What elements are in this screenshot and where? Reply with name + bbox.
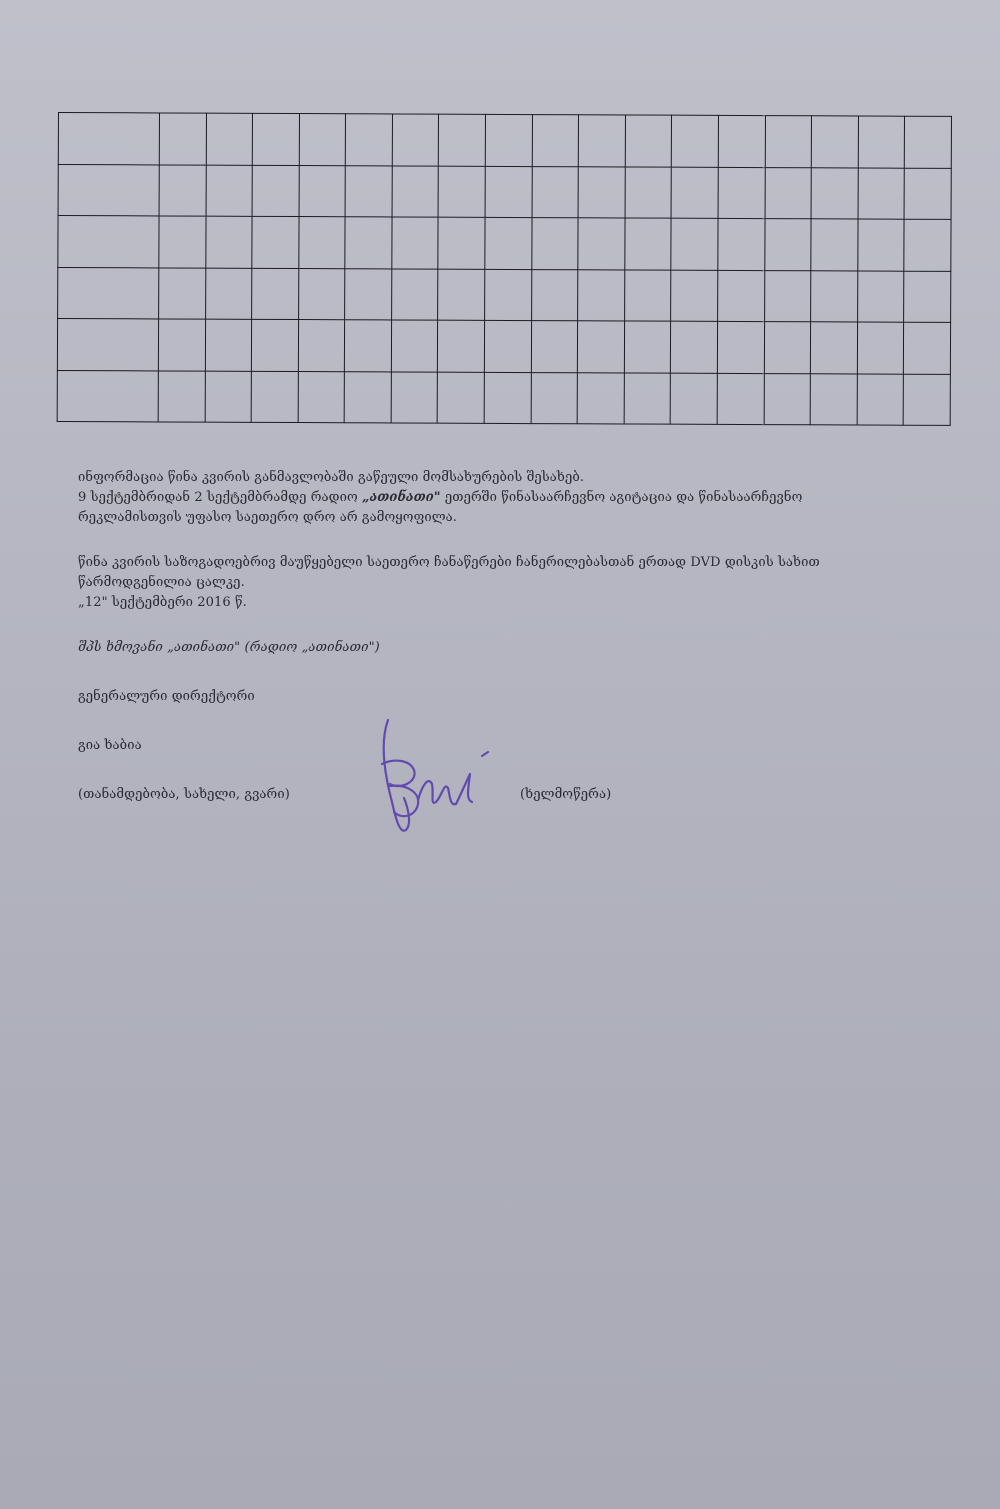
grid-cell: [858, 167, 905, 219]
grid-cell: [578, 115, 625, 167]
grid-cell: [205, 216, 252, 268]
grid-cell: [159, 216, 206, 268]
grid-cell: [57, 370, 158, 422]
grid-cell: [531, 269, 578, 321]
grid-cell: [298, 320, 345, 372]
info-line-2: [78, 488, 878, 508]
grid-cell: [299, 114, 346, 166]
grid-cell: [764, 270, 811, 322]
grid-cell: [857, 219, 904, 271]
grid-cell: [57, 319, 158, 371]
grid-cell: [904, 322, 951, 374]
grid-cell: [392, 114, 439, 166]
info-line-3: რეკლამისთვის უფასო საეთერო დრო არ გამოყოფილა.: [78, 510, 458, 525]
station-name: „ათინათი": [362, 490, 441, 505]
grid-cell: [577, 372, 624, 424]
grid-cell: [578, 321, 625, 373]
grid-cell: [485, 114, 532, 166]
grid-cell: [858, 116, 905, 168]
grid-cell: [811, 270, 858, 322]
grid-cell: [252, 268, 299, 320]
grid-cell: [532, 115, 579, 167]
grid-cell: [625, 218, 672, 270]
grid-cell: [717, 321, 764, 373]
grid-cell: [905, 116, 952, 168]
grid-cell: [765, 116, 812, 168]
grid-cell: [624, 372, 671, 424]
grid-cell: [438, 269, 485, 321]
grid-cell: [345, 320, 392, 372]
recordings-paragraph: [78, 553, 878, 613]
grid-row: [58, 113, 951, 168]
blank-grid-table: [57, 112, 952, 426]
grid-cell: [531, 321, 578, 373]
grid-cell: [58, 113, 159, 165]
grid-row: [57, 319, 950, 374]
organization-name: შპს ხმოვანი „ათინათი" (რადიო „ათინათი"): [78, 640, 380, 655]
grid-row: [58, 216, 951, 271]
grid-cell: [904, 219, 951, 271]
grid-cell: [252, 165, 299, 217]
grid-cell: [206, 165, 253, 217]
grid-cell: [578, 269, 625, 321]
grid-cell: [625, 115, 672, 167]
grid-cell: [764, 219, 811, 271]
grid-cell: [624, 321, 671, 373]
grid-cell: [251, 371, 298, 423]
grid-cell: [252, 216, 299, 268]
grid-cell: [158, 370, 205, 422]
grid-cell: [439, 114, 486, 166]
info-line-2-end: ეთერში წინასაარჩევნო აგიტაცია და წინასაარჩევნო: [440, 490, 803, 505]
grid-cell: [671, 373, 718, 425]
recordings-line-1: წინა კვირის საზოგადოებრივ მაუწყებელი საეთერო ჩანაწერები ჩანერილებასთან ერთად DVD დისკის სახით: [78, 555, 820, 570]
grid-cell: [578, 166, 625, 218]
handwritten-signature: [370, 712, 500, 842]
grid-row: [58, 164, 951, 219]
grid-cell: [811, 167, 858, 219]
grid-cell: [58, 216, 159, 268]
document-date: „12" სექტემბერი 2016 წ.: [78, 595, 247, 610]
grid-cell: [345, 165, 392, 217]
info-heading: ინფორმაცია წინა კვირის განმავლობაში გაწეული მომსახურების შესახებ.: [78, 470, 585, 485]
grid-cell: [391, 371, 438, 423]
grid-cell: [810, 373, 857, 425]
person-name: გია ხაბია: [78, 738, 142, 753]
grid-cell: [624, 269, 671, 321]
grid-cell: [298, 268, 345, 320]
grid-cell: [484, 372, 531, 424]
grid-cell: [484, 320, 531, 372]
grid-cell: [857, 270, 904, 322]
grid-cell: [159, 113, 206, 165]
grid-cell: [252, 113, 299, 165]
recordings-line-2: წარმოდგენილია ცალკე.: [78, 575, 245, 590]
grid-cell: [158, 319, 205, 371]
grid-cell: [671, 270, 718, 322]
grid-cell: [765, 167, 812, 219]
grid-cell: [159, 164, 206, 216]
grid-cell: [252, 319, 299, 371]
position-title: გენერალური დირექტორი: [78, 689, 255, 704]
grid-cell: [299, 217, 346, 269]
grid-cell: [205, 319, 252, 371]
grid-cell: [811, 219, 858, 271]
grid-cell: [58, 267, 159, 319]
grid-cell: [718, 115, 765, 167]
grid-cell: [671, 167, 718, 219]
grid-cell: [438, 320, 485, 372]
grid-cell: [439, 166, 486, 218]
grid-cell: [857, 322, 904, 374]
grid-cell: [903, 374, 950, 426]
grid-cell: [344, 371, 391, 423]
grid-cell: [764, 322, 811, 374]
grid-cell: [345, 268, 392, 320]
grid-cell: [718, 270, 765, 322]
grid-cell: [717, 373, 764, 425]
grid-cell: [485, 269, 532, 321]
grid-cell: [531, 372, 578, 424]
caption-signature: (ხელმოწერა): [520, 787, 612, 802]
info-line-2-start: 9 სექტემბრიდან 2 სექტემბრამდე რადიო: [78, 490, 363, 505]
grid-cell: [391, 268, 438, 320]
info-paragraph: [78, 468, 878, 528]
caption-name-position: (თანამდებობა, სახელი, გვარი): [78, 787, 290, 802]
grid-cell: [438, 217, 485, 269]
grid-cell: [904, 168, 951, 220]
grid-cell: [671, 218, 718, 270]
grid-cell: [392, 217, 439, 269]
grid-cell: [857, 373, 904, 425]
grid-cell: [346, 114, 393, 166]
grid-cell: [159, 267, 206, 319]
grid-cell: [531, 218, 578, 270]
grid-cell: [205, 371, 252, 423]
grid-cell: [58, 164, 159, 216]
grid-cell: [671, 321, 718, 373]
grid-row: [57, 370, 950, 425]
grid-cell: [578, 218, 625, 270]
grid-cell: [764, 373, 811, 425]
grid-row: [58, 267, 951, 322]
grid-cell: [718, 218, 765, 270]
grid-cell: [205, 268, 252, 320]
grid-cell: [532, 166, 579, 218]
grid-cell: [345, 217, 392, 269]
grid-cell: [392, 165, 439, 217]
grid-cell: [904, 271, 951, 323]
grid-cell: [672, 115, 719, 167]
grid-cell: [811, 116, 858, 168]
grid-cell: [625, 166, 672, 218]
grid-cell: [438, 372, 485, 424]
grid-cell: [485, 166, 532, 218]
grid-cell: [485, 217, 532, 269]
grid-cell: [810, 322, 857, 374]
grid-cell: [718, 167, 765, 219]
grid-cell: [206, 113, 253, 165]
grid-cell: [299, 165, 346, 217]
grid-cell: [391, 320, 438, 372]
grid-cell: [298, 371, 345, 423]
